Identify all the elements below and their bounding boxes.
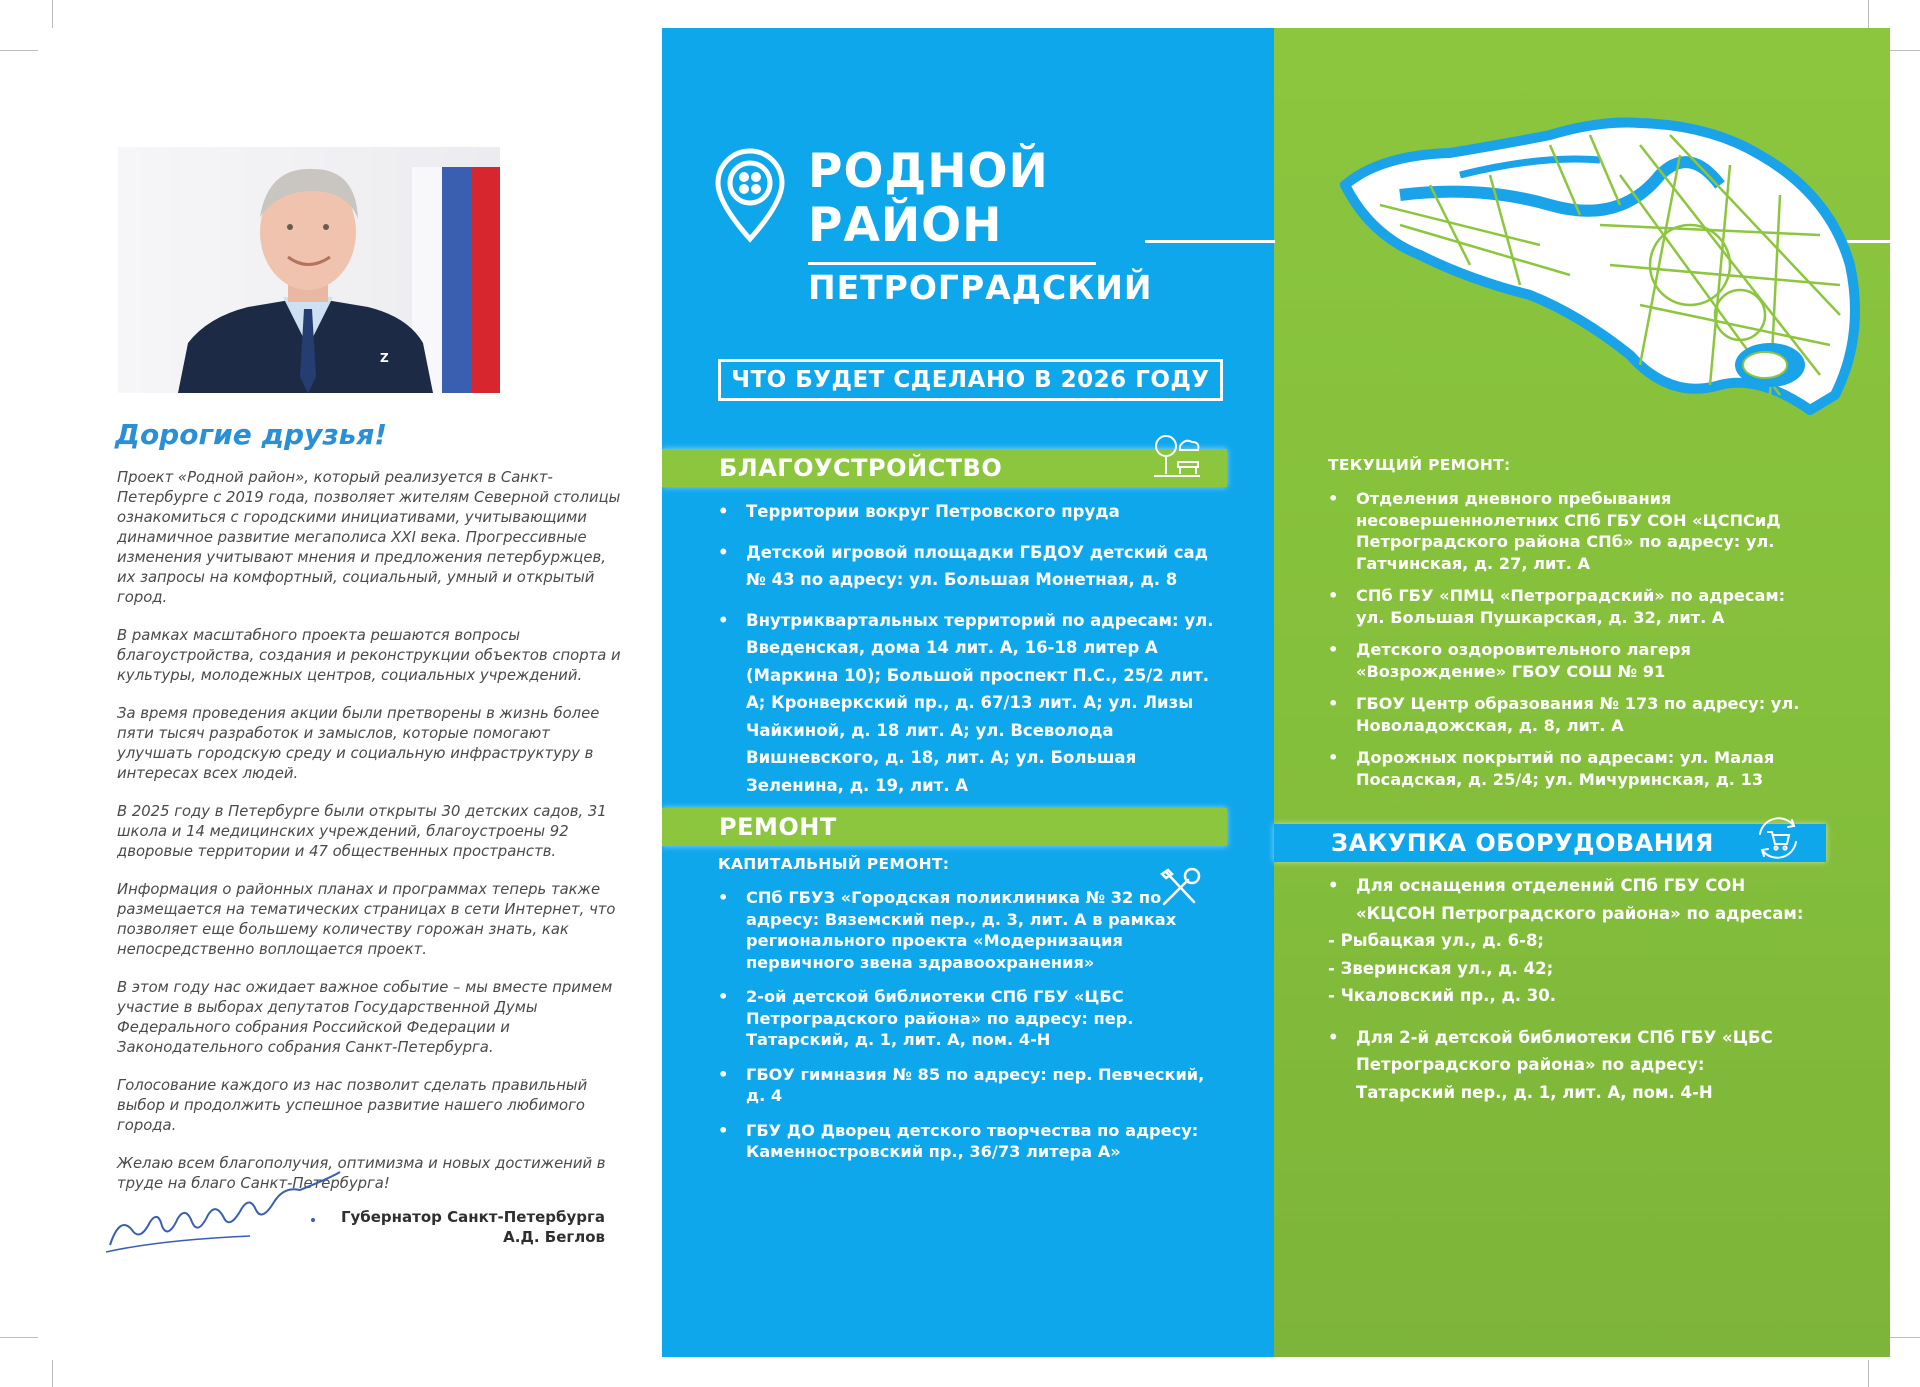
address-line: - Чкаловский пр., д. 30. xyxy=(1328,986,1557,1005)
equipment-item-text: Для оснащения отделений СПб ГБУ СОН «КЦСОН Петроградского района» по адресам: xyxy=(1356,876,1804,923)
list-item: • Отделения дневного пребывания несовершеннолетних СПб ГБУ СОН «ЦСПСиД Петроградского района СПб» по адресу: ул. Гатчинская, д. 27, лит. А xyxy=(1328,488,1808,574)
list-item: • Внутриквартальных территорий по адресам: ул. Введенская, дома 14 лит. А, 16-18 литер А (Маркина 10); Большой проспект П.С., 25/2 лит. А; Кронверкский пр., д. 67/13 лит. А; ул. Лизы Чайкиной, д. 18 лит. А; ул. Всеволода Вишневского, д. 18, лит. А; ул. Большая Зеленина, д. 19, лит. А xyxy=(718,607,1223,800)
current-repair-list xyxy=(1328,488,1808,790)
logo-title xyxy=(808,145,1049,253)
list-item: • Дорожных покрытий по адресам: ул. Малая Посадская, д. 25/4; ул. Мичуринская, д. 13 xyxy=(1328,747,1808,790)
signature-name: А.Д. Беглов xyxy=(503,1228,605,1246)
letter-paragraph: В рамках масштабного проекта решаются вопросы благоустройства, создания и реконструкции объектов спорта и культуры, молодежных центров, социальных учреждений. xyxy=(117,627,621,684)
shopping-cart-icon xyxy=(1754,814,1802,862)
list-item: • Для 2-й детской библиотеки СПб ГБУ «ЦБС Петроградского района» по адресу: Татарский пер., д. 1, лит. А, пом. 4-Н xyxy=(1328,1024,1808,1107)
location-pin-icon xyxy=(714,147,786,243)
letter-paragraph: Проект «Родной район», который реализуется в Санкт-Петербурге с 2019 года, позволяет жителям Северной столицы ознакомиться с городскими инициативами, учитывающими динамичное развитие мегаполиса XXI века. Прогрессивные изменения учитывают мнения и предложения петербуржцев, их запросы на комфортный, социальный, умный и открытый город. xyxy=(117,469,621,606)
section-bar-equipment: ЗАКУПКА ОБОРУДОВАНИЯ xyxy=(1274,824,1826,862)
logo-line2: РАЙОН xyxy=(808,198,1003,253)
greeting-heading: Дорогие друзья! xyxy=(115,418,388,451)
signature-block xyxy=(300,1207,605,1247)
list-item: • ГБОУ гимназия № 85 по адресу: пер. Певческий, д. 4 xyxy=(718,1064,1208,1107)
letter-paragraph: Информация о районных планах и программах теперь также размещается на тематических страницах в сети Интернет, что позволяет еще большему количеству горожан знать, как непосредственно воплощается проект. xyxy=(117,881,616,958)
capital-repair-label: КАПИТАЛЬНЫЙ РЕМОНТ: xyxy=(718,855,950,873)
letter-panel xyxy=(0,0,661,1387)
headline-box: ЧТО БУДЕТ СДЕЛАНО В 2026 ГОДУ xyxy=(718,359,1223,401)
district-map xyxy=(1340,115,1870,415)
governor-photo xyxy=(118,147,500,393)
capital-repair-list xyxy=(718,887,1208,1163)
landscaping-list xyxy=(718,498,1223,799)
letter-paragraph: В 2025 году в Петербурге были открыты 30 детских садов, 31 школа и 14 медицинских учреждений, благоустроены 92 дворовые территории и 47 общественных пространств. xyxy=(117,803,607,860)
logo-divider xyxy=(808,262,1096,265)
park-icon xyxy=(1150,432,1202,480)
letter-paragraph: В этом году нас ожидает важное событие – мы вместе примем участие в выборах депутатов Государственной Думы Федерального собрания Российской Федерации и Законодательного собрания Санкт-Петербурга. xyxy=(117,979,613,1056)
letter-body xyxy=(117,468,622,1212)
current-repair-label: ТЕКУЩИЙ РЕМОНТ: xyxy=(1328,456,1511,474)
logo-line1: РОДНОЙ xyxy=(808,144,1049,199)
district-name: ПЕТРОГРАДСКИЙ xyxy=(808,268,1153,307)
section-bar-landscaping: БЛАГОУСТРОЙСТВО xyxy=(662,449,1227,487)
crop-mark xyxy=(1868,0,1869,28)
letter-paragraph: Голосование каждого из нас позволит сделать правильный выбор и продолжить успешное развитие нашего любимого города. xyxy=(117,1077,588,1134)
equipment-list xyxy=(1328,872,1808,1106)
list-item xyxy=(1328,872,1808,1010)
list-item: • Детской игровой площадки ГБДОУ детский сад № 43 по адресу: ул. Большая Монетная, д. 8 xyxy=(718,539,1223,594)
address-line: - Рыбацкая ул., д. 6-8; xyxy=(1328,931,1545,950)
list-item: • ГБОУ Центр образования № 173 по адресу: ул. Новоладожская, д. 8, лит. А xyxy=(1328,693,1808,736)
list-item: • СПб ГБУЗ «Городская поликлиника № 32 по адресу: Вяземский пер., д. 3, лит. А в рамках регионального проекта «Модернизация первичного звена здравоохранения» xyxy=(718,887,1208,973)
letter-paragraph: Желаю всем благополучия, оптимизма и новых достижений в труде на благо Санкт-Петербурга! xyxy=(117,1155,606,1192)
section-bar-repair: РЕМОНТ xyxy=(662,808,1227,846)
address-line: - Зверинская ул., д. 42; xyxy=(1328,958,1554,978)
decor-line xyxy=(1145,240,1275,243)
svg-text:Z: Z xyxy=(380,351,389,365)
crop-mark xyxy=(1868,1360,1869,1387)
list-item: • Территории вокруг Петровского пруда xyxy=(718,498,1223,526)
letter-paragraph: За время проведения акции были претворены в жизнь более пяти тысяч разработок и замыслов, которые помогают улучшать городскую среду и социальную инфраструктуру в интересах всех людей. xyxy=(117,705,600,782)
list-item: • ГБУ ДО Дворец детского творчества по адресу: Каменностровский пр., 36/73 литера А» xyxy=(718,1120,1208,1163)
signature-title: Губернатор Санкт-Петербурга xyxy=(340,1208,605,1226)
list-item: • 2-ой детской библиотеки СПб ГБУ «ЦБС Петроградского района» по адресу: пер. Татарский, д. 1, лит. А, пом. 4-Н xyxy=(718,986,1208,1051)
list-item: • СПб ГБУ «ПМЦ «Петроградский» по адресам: ул. Большая Пушкарская, д. 32, лит. А xyxy=(1328,585,1808,628)
list-item: • Детского оздоровительного лагеря «Возрождение» ГБОУ СОШ № 91 xyxy=(1328,639,1808,682)
